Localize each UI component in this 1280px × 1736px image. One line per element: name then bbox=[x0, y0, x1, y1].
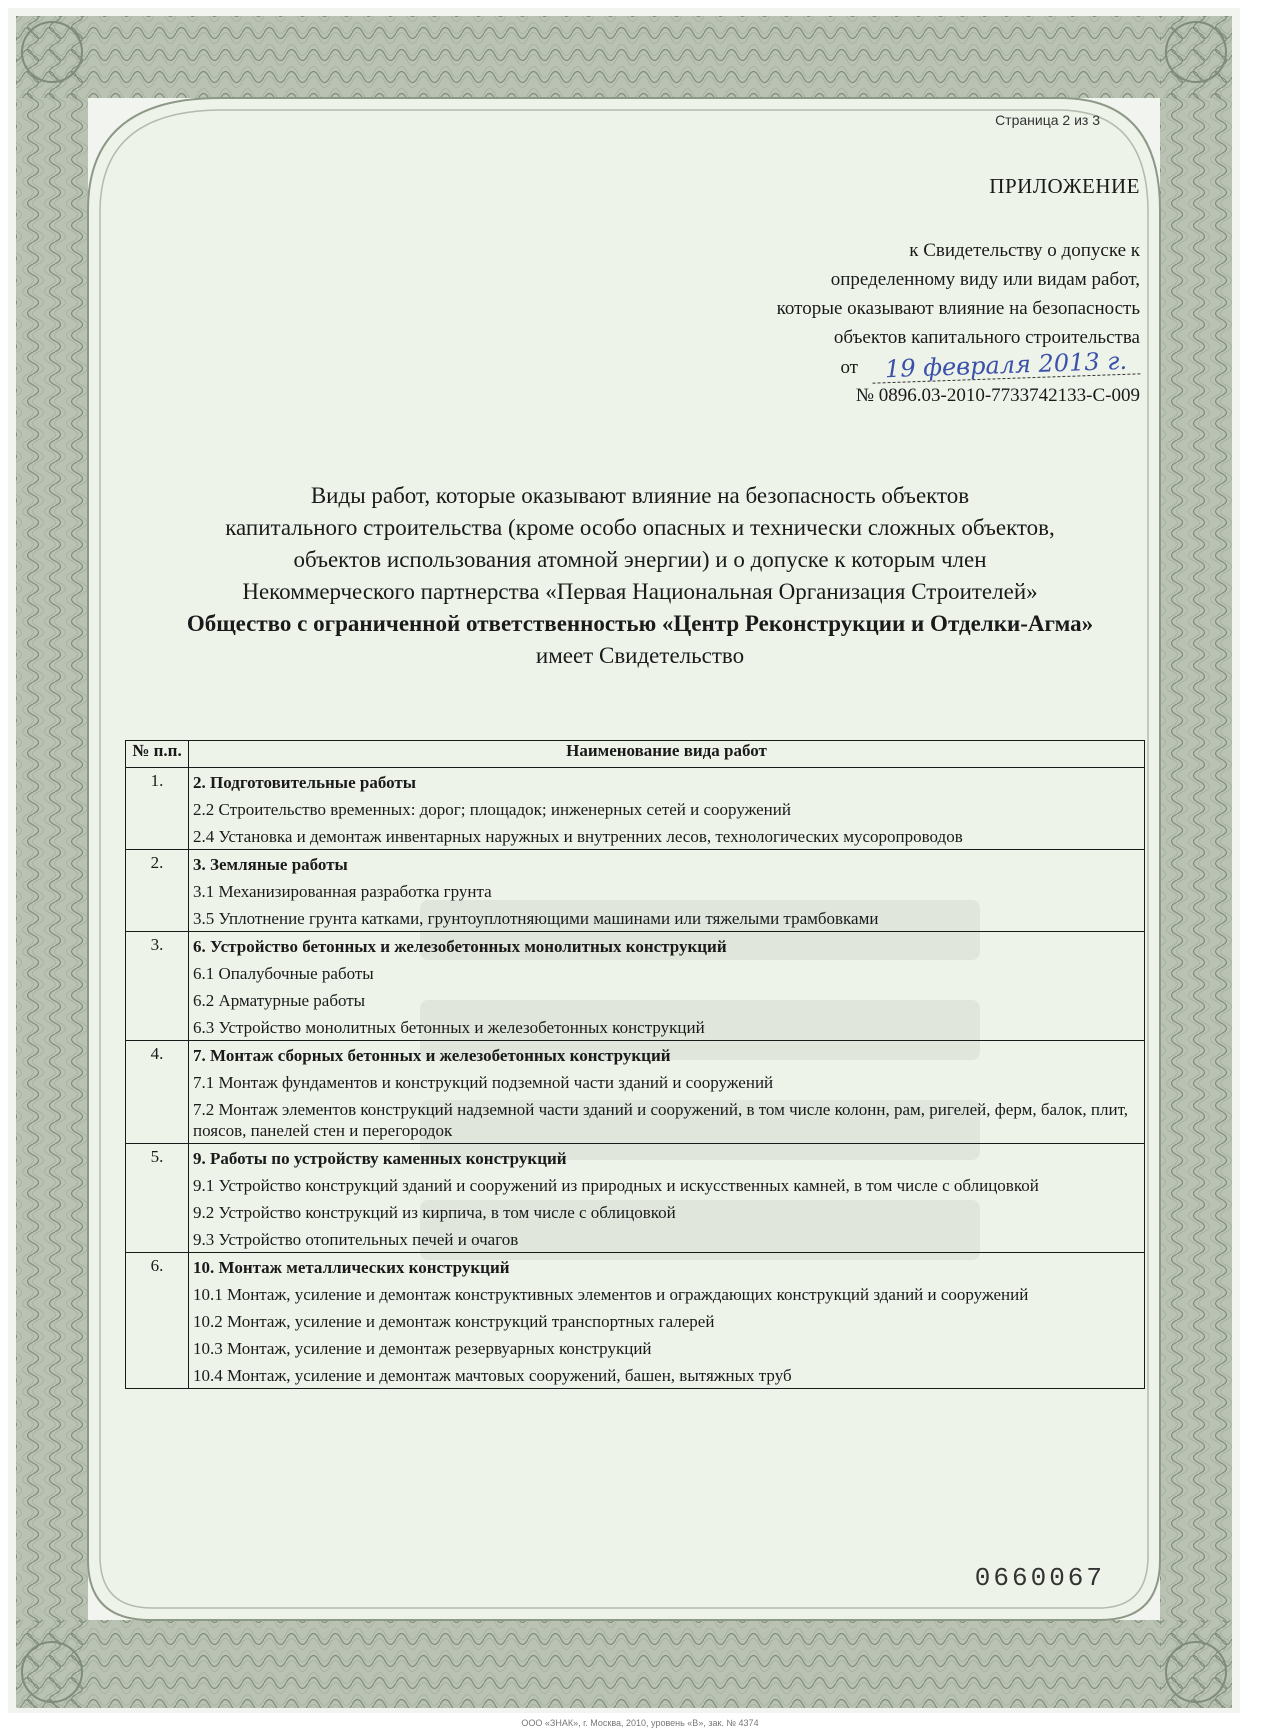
certificate-date bbox=[620, 346, 1140, 384]
work-item: 10.2 Монтаж, усиление и демонтаж конструкций транспортных галерей bbox=[193, 1312, 715, 1331]
table-row bbox=[126, 1041, 1145, 1144]
works-heading bbox=[120, 480, 1160, 672]
handwritten-date: 19 февраля 2013 г. bbox=[872, 347, 1141, 383]
work-group-cell bbox=[189, 1041, 1145, 1144]
work-item: 9.2 Устройство конструкций из кирпича, в том числе с облицовкой bbox=[193, 1203, 676, 1222]
work-group-cell bbox=[189, 1253, 1145, 1389]
work-group-cell bbox=[189, 850, 1145, 932]
work-group-title: 3. Земляные работы bbox=[193, 855, 348, 874]
work-item: 6.2 Арматурные работы bbox=[193, 991, 366, 1010]
page-number: Страница 2 из 3 bbox=[995, 112, 1100, 128]
work-item: 10.4 Монтаж, усиление и демонтаж мачтовых сооружений, башен, вытяжных труб bbox=[193, 1366, 792, 1385]
appendix-line: к Свидетельству о допуске к bbox=[909, 240, 1140, 261]
work-item: 2.2 Строительство временных: дорог; площадок; инженерных сетей и сооружений bbox=[193, 800, 791, 819]
appendix-line: определенному виду или видам работ, bbox=[830, 269, 1140, 290]
work-group-title: 6. Устройство бетонных и железобетонных монолитных конструкций bbox=[193, 937, 727, 956]
work-item: 7.2 Монтаж элементов конструкций надземной части зданий и сооружений, в том числе колонн, рам, ригелей, ферм, балок, плит, поясов, панелей стен и перегородок bbox=[193, 1100, 1128, 1140]
work-group-cell bbox=[189, 1144, 1145, 1253]
appendix-reference bbox=[620, 236, 1140, 410]
organization-name: Общество с ограниченной ответственностью «Центр Реконструкции и Отделки-Агма» bbox=[186, 611, 1094, 636]
row-number: 6. bbox=[126, 1253, 189, 1389]
works-body bbox=[126, 768, 1145, 1389]
appendix-line: объектов капитального строительства bbox=[833, 327, 1140, 348]
row-number: 1. bbox=[126, 768, 189, 850]
row-number: 5. bbox=[126, 1144, 189, 1253]
works-table bbox=[125, 740, 1145, 1389]
work-item: 6.3 Устройство монолитных бетонных и железобетонных конструкций bbox=[193, 1018, 705, 1037]
has-certificate: имеет Свидетельство bbox=[535, 643, 745, 668]
table-row bbox=[126, 850, 1145, 932]
table-row bbox=[126, 768, 1145, 850]
heading-line: Виды работ, которые оказывают влияние на безопасность объектов bbox=[310, 483, 970, 508]
certificate-number: № 0896.03-2010-7733742133-С-009 bbox=[855, 385, 1140, 406]
row-number: 2. bbox=[126, 850, 189, 932]
work-group-title: 10. Монтаж металлических конструкций bbox=[193, 1258, 510, 1277]
table-row bbox=[126, 1144, 1145, 1253]
work-item: 10.1 Монтаж, усиление и демонтаж конструктивных элементов и ограждающих конструкций зданий и сооружений bbox=[193, 1285, 1029, 1304]
work-item: 7.1 Монтаж фундаментов и конструкций подземной части зданий и сооружений bbox=[193, 1073, 774, 1092]
serial-number: 0660067 bbox=[974, 1563, 1105, 1593]
work-item: 6.1 Опалубочные работы bbox=[193, 964, 374, 983]
work-item: 3.1 Механизированная разработка грунта bbox=[193, 882, 492, 901]
heading-line: Некоммерческого партнерства «Первая Национальная Организация Строителей» bbox=[242, 579, 1038, 604]
row-number: 3. bbox=[126, 932, 189, 1041]
work-group-cell bbox=[189, 768, 1145, 850]
date-prefix: от bbox=[840, 357, 858, 378]
work-group-title: 9. Работы по устройству каменных конструкций bbox=[193, 1149, 567, 1168]
work-group-title: 2. Подготовительные работы bbox=[193, 773, 417, 792]
header-number: № п.п. bbox=[126, 741, 189, 768]
printer-imprint: ООО «ЗНАК», г. Москва, 2010, уровень «В», зак. № 4374 bbox=[521, 1718, 759, 1728]
work-item: 10.3 Монтаж, усиление и демонтаж резервуарных конструкций bbox=[193, 1339, 652, 1358]
table-header-row bbox=[126, 741, 1145, 768]
table-row bbox=[126, 1253, 1145, 1389]
work-group-cell bbox=[189, 932, 1145, 1041]
work-item: 2.4 Установка и демонтаж инвентарных наружных и внутренних лесов, технологических мусоропроводов bbox=[193, 827, 963, 846]
work-group-title: 7. Монтаж сборных бетонных и железобетонных конструкций bbox=[193, 1046, 671, 1065]
work-item: 9.1 Устройство конструкций зданий и сооружений из природных и искусственных камней, в том числе с облицовкой bbox=[193, 1176, 1039, 1195]
heading-line: объектов использования атомной энергии) и о допуске к которым член bbox=[293, 547, 987, 572]
work-item: 9.3 Устройство отопительных печей и очагов bbox=[193, 1230, 519, 1249]
work-item: 3.5 Уплотнение грунта катками, грунтоуплотняющими машинами или тяжелыми трамбовками bbox=[193, 909, 879, 928]
appendix-line: которые оказывают влияние на безопасность bbox=[776, 298, 1140, 319]
appendix-title: ПРИЛОЖЕНИЕ bbox=[989, 174, 1140, 198]
heading-line: капитального строительства (кроме особо опасных и технически сложных объектов, bbox=[225, 515, 1055, 540]
table-row bbox=[126, 932, 1145, 1041]
header-work-name: Наименование вида работ bbox=[189, 741, 1145, 768]
row-number: 4. bbox=[126, 1041, 189, 1144]
